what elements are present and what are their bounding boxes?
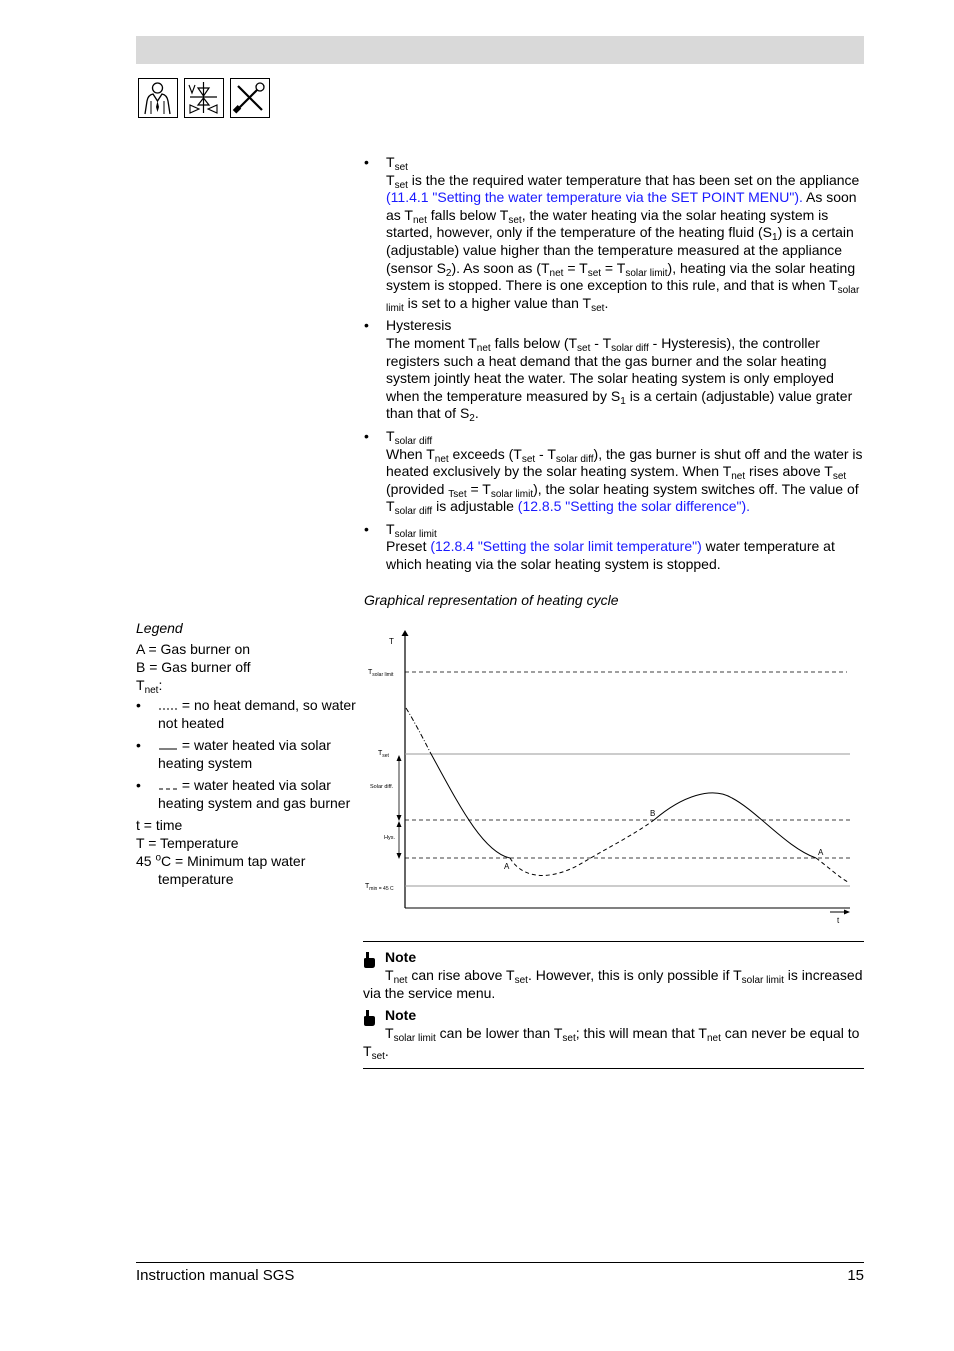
hand-icon (363, 952, 375, 968)
legend-item-no-demand: • = no heat demand, so water not heated (136, 697, 356, 731)
legend-time: t = time (136, 817, 183, 833)
bullet-hysteresis: • Hysteresis The moment $T_{net}$ falls below ($T_{set} - T_{solar diff}$ - Hysteresis), the controller registers such a heat demand that the gas burner and the solar heating system jointly heat the water. The solar heating system is only employed when the temperature measured by $S_1$ is a certain (adjustable) value grater than that of $S_2$. (364, 317, 853, 425)
dashed-line-icon (158, 780, 178, 790)
link-solar-difference[interactable]: (12.8.5 "Setting the solar difference"). (517, 498, 751, 515)
x-axis-arrow (844, 910, 850, 915)
notes-box (363, 941, 864, 1069)
link-set-point-menu[interactable]: (11.4.1 "Setting the water temperature via the SET POINT MENU"). (386, 189, 803, 206)
legend-tnet: $T_{net}$: (136, 677, 163, 696)
y-axis-arrow (402, 630, 409, 636)
curve-solar-gas-1 (510, 820, 654, 875)
heating-cycle-chart (362, 626, 854, 926)
bullet-tset: • $T_{set}$ $T_{set}$ is the the required water temperature that has been set on the appliance (11.4.1 "Setting the water temperature via the SET POINT MENU"). As soon as $T_{net}$ falls below $T_{set}$, the water heating via the solar heating system is started, however, only if the temperature of the heating fluid $(S_1)$ is a certain (adjustable) value higher than the temperature measured at the appliance (sensor $S_2$). As soon as $(T_{net} = T_{set} = T_{solar limit})$, heating via the solar heating system is stopped. There is one exception to this rule, and that is when $T_{solar limit}$ is set to a higher value than $T_{set}$. (364, 154, 860, 314)
label-solar-limit: $T_{solar limit}$ (368, 669, 394, 678)
curve-solar-1 (430, 752, 510, 858)
legend-title: Legend (136, 620, 183, 636)
footer-rule (136, 1262, 864, 1263)
footer-manual-title: Instruction manual SGS (136, 1267, 295, 1284)
main-text (364, 154, 864, 579)
note-2: Note $T_{solar limit}$ can be lower than $T_{set}$; this will mean that $T_{net}$ can never be equal to $T_{set}$. (363, 1007, 860, 1062)
point-a-2: A (818, 848, 824, 857)
tools-icon (230, 78, 270, 118)
point-a-1: A (504, 862, 510, 871)
page-number: 15 (847, 1267, 864, 1284)
x-axis-label: t (837, 916, 840, 925)
note-1: Note $T_{net}$ can rise above $T_{set}$. However, this is only possible if $T_{solar limit}$ is increased via the service menu. (363, 949, 863, 1001)
legend-item-solar-gas: • = water heated via solar heating system and gas burner (136, 777, 351, 811)
link-solar-limit[interactable]: (12.8.4 "Setting the solar limit temperature") (430, 538, 702, 555)
curve-solar-2 (654, 793, 816, 858)
label-set: $T_{set}$ (378, 750, 389, 759)
bullet-solar-limit: • $T_{solar limit}$ Preset (12.8.4 "Setting the solar limit temperature") water temperature at which heating via the solar heating system is stopped. (364, 520, 835, 573)
curve-solar-gas-2 (816, 858, 848, 882)
curve-no-demand (406, 708, 430, 752)
legend (136, 619, 364, 888)
label-hysteresis-band: Hys. (384, 835, 395, 841)
y-axis-label: T (389, 637, 394, 646)
legend-a: A = Gas burner on (136, 641, 251, 657)
valve-icon (184, 78, 224, 118)
point-b: B (650, 809, 656, 818)
header-bar (136, 36, 864, 64)
chart-caption: Graphical representation of heating cycle (364, 592, 619, 608)
legend-temperature: T = Temperature (136, 835, 239, 851)
hand-icon (363, 1010, 375, 1026)
solid-line-icon (158, 740, 178, 750)
dotted-line-icon (158, 700, 178, 710)
label-solar-diff-band: Solar diff. (370, 784, 394, 790)
header-icons (138, 78, 270, 118)
legend-min-temp: 45 $^o$C = Minimum tap water temperature (136, 852, 306, 887)
legend-item-solar: • = water heated via solar heating system (136, 737, 331, 771)
person-icon (138, 78, 178, 118)
label-min: $T_{min = 45 C}$ (365, 883, 394, 892)
bullet-solar-diff: • $T_{solar diff}$ When $T_{net}$ exceeds $(T_{set} - T_{solar diff})$, the gas burner is shut off and the water is heated exclusively by the solar heating system. When $T_{net}$ rises above $T_{set}$ (provided $_{Tset} = T_{solar limit}$), the solar heating system switches off. The value of $T_{solar diff}$ is adjustable (12.8.5 "Setting the solar difference"). (364, 427, 863, 518)
legend-b: B = Gas burner off (136, 659, 251, 675)
